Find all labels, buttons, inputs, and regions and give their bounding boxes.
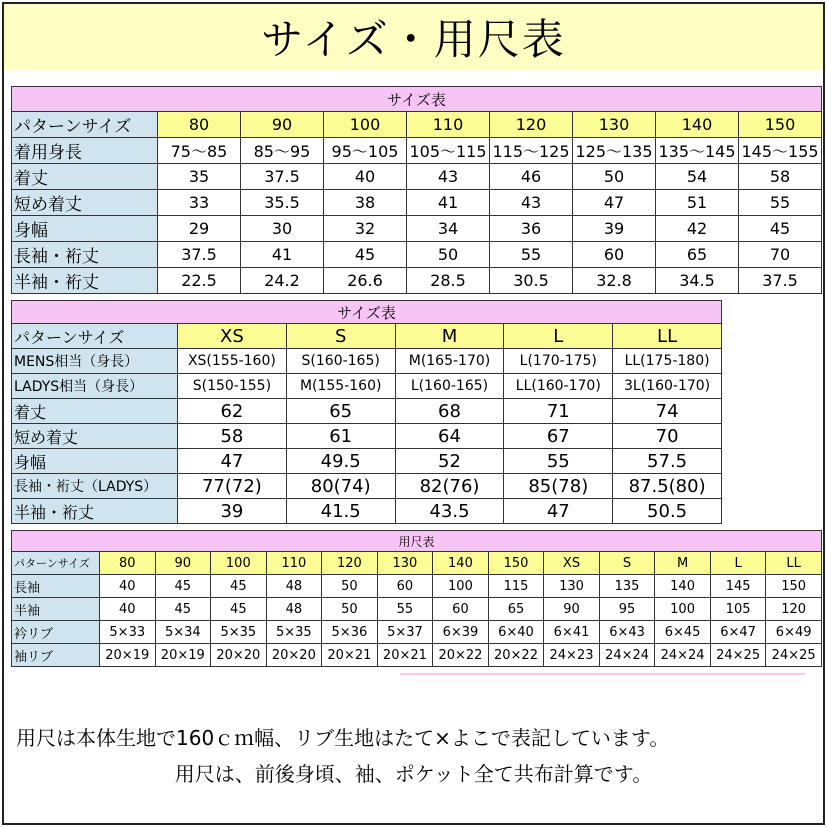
- size-table-kids: [11, 86, 822, 294]
- size-table-adult: [11, 300, 722, 524]
- table-cell: 77(72): [178, 474, 287, 499]
- table-cell: 60: [573, 242, 656, 268]
- table-cell: 125～135: [573, 138, 656, 164]
- table-cell: 24×24: [655, 644, 711, 667]
- table-cell: 64: [395, 424, 504, 449]
- table-row: [12, 575, 822, 598]
- row-label: 衿リブ: [12, 621, 100, 644]
- table-cell: 6×47: [710, 621, 766, 644]
- table-cell: 55: [504, 449, 613, 474]
- table-cell: 71: [504, 399, 613, 424]
- table-cell: 47: [504, 499, 613, 524]
- header-row: [12, 324, 722, 349]
- size-cell: 130: [573, 112, 656, 138]
- row-label: 長袖・裄丈: [12, 242, 158, 268]
- table-cell: 24×24: [599, 644, 655, 667]
- table-cell: 57.5: [613, 449, 722, 474]
- table-row: [12, 621, 822, 644]
- row-label: 着用身長: [12, 138, 158, 164]
- table-cell: 6×43: [599, 621, 655, 644]
- table-cell: 100: [655, 598, 711, 621]
- table-row: [12, 424, 722, 449]
- table-row: [12, 190, 822, 216]
- size-cell: XS: [544, 552, 600, 575]
- table-cell: 34: [407, 216, 490, 242]
- size-cell: 80: [100, 552, 156, 575]
- row-label: 袖リブ: [12, 644, 100, 667]
- table-cell: 37.5: [158, 242, 241, 268]
- table-cell: 40: [100, 598, 156, 621]
- table-cell: 75～85: [158, 138, 241, 164]
- fabric-table: [11, 530, 822, 667]
- table-cell: 52: [395, 449, 504, 474]
- note-line-1: 用尺は本体生地で160ｃｍ幅、リブ生地はたて×よこで表記しています。: [16, 726, 670, 750]
- table-cell: 20×19: [155, 644, 211, 667]
- table-cell: 30.5: [490, 268, 573, 294]
- table-cell: 20×22: [433, 644, 489, 667]
- table-cell: 115～125: [490, 138, 573, 164]
- row-label: MENS相当（身長）: [12, 349, 178, 374]
- table-cell: L(160-165): [395, 374, 504, 399]
- size-cell: 80: [158, 112, 241, 138]
- table-cell: 50: [322, 575, 378, 598]
- table-cell: 67: [504, 424, 613, 449]
- table-cell: 61: [286, 424, 395, 449]
- table-cell: 95～105: [324, 138, 407, 164]
- table-cell: L(170-175): [504, 349, 613, 374]
- table-cell: 90: [544, 598, 600, 621]
- table-cell: 48: [266, 575, 322, 598]
- row-label: 身幅: [12, 449, 178, 474]
- table-cell: 54: [656, 164, 739, 190]
- table-cell: 100: [433, 575, 489, 598]
- table-caption: サイズ表: [12, 87, 822, 112]
- table-cell: 5×35: [266, 621, 322, 644]
- table-cell: 145～155: [739, 138, 822, 164]
- table-cell: 20×22: [488, 644, 544, 667]
- table-cell: 22.5: [158, 268, 241, 294]
- table-cell: 135: [599, 575, 655, 598]
- size-cell: L: [504, 324, 613, 349]
- table-row: [12, 644, 822, 667]
- size-cell: LL: [613, 324, 722, 349]
- table-cell: 45: [211, 575, 267, 598]
- table-cell: 24×23: [544, 644, 600, 667]
- size-cell: 130: [377, 552, 433, 575]
- table-cell: 5×33: [100, 621, 156, 644]
- table-cell: 5×37: [377, 621, 433, 644]
- table-cell: 20×21: [322, 644, 378, 667]
- table-cell: 26.6: [324, 268, 407, 294]
- table-row: [12, 399, 722, 424]
- table-cell: 105～115: [407, 138, 490, 164]
- table-row: [12, 349, 722, 374]
- table-cell: 55: [739, 190, 822, 216]
- table-cell: 50: [322, 598, 378, 621]
- row-label: 長袖: [12, 575, 100, 598]
- row-label: 身幅: [12, 216, 158, 242]
- row-label: LADYS相当（身長）: [12, 374, 178, 399]
- table-cell: 46: [490, 164, 573, 190]
- table-cell: 34.5: [656, 268, 739, 294]
- table-row: [12, 598, 822, 621]
- table-cell: 87.5(80): [613, 474, 722, 499]
- size-cell: LL: [766, 552, 822, 575]
- table-cell: 120: [766, 598, 822, 621]
- size-cell: S: [286, 324, 395, 349]
- table-cell: 47: [573, 190, 656, 216]
- table-cell: 3L(160-170): [613, 374, 722, 399]
- table-cell: 32: [324, 216, 407, 242]
- row-label: 着丈: [12, 399, 178, 424]
- table-cell: 6×41: [544, 621, 600, 644]
- table-cell: 60: [377, 575, 433, 598]
- size-cell: 110: [266, 552, 322, 575]
- table-row: [12, 449, 722, 474]
- size-cell: 90: [241, 112, 324, 138]
- table-body: [12, 575, 822, 667]
- table-cell: 130: [544, 575, 600, 598]
- size-cell: 100: [211, 552, 267, 575]
- table-cell: 5×35: [211, 621, 267, 644]
- table-cell: 68: [395, 399, 504, 424]
- table-cell: 36: [490, 216, 573, 242]
- table-cell: 43: [407, 164, 490, 190]
- table-cell: 20×20: [266, 644, 322, 667]
- table-cell: 60: [433, 598, 489, 621]
- size-cell: XS: [178, 324, 287, 349]
- table-cell: 35: [158, 164, 241, 190]
- table-cell: 29: [158, 216, 241, 242]
- table-cell: 47: [178, 449, 287, 474]
- table-cell: 24.2: [241, 268, 324, 294]
- table-row: [12, 374, 722, 399]
- table-row: [12, 474, 722, 499]
- size-cell: M: [395, 324, 504, 349]
- table-cell: 24×25: [710, 644, 766, 667]
- table-cell: 45: [155, 598, 211, 621]
- table-cell: 45: [324, 242, 407, 268]
- table-cell: 65: [488, 598, 544, 621]
- size-cell: 140: [433, 552, 489, 575]
- table-cell: 20×21: [377, 644, 433, 667]
- table-cell: 95: [599, 598, 655, 621]
- table-cell: 58: [178, 424, 287, 449]
- table-caption: 用尺表: [12, 531, 822, 552]
- table-cell: 62: [178, 399, 287, 424]
- table-cell: 28.5: [407, 268, 490, 294]
- table-cell: 140: [655, 575, 711, 598]
- table-cell: M(165-170): [395, 349, 504, 374]
- table-cell: 49.5: [286, 449, 395, 474]
- size-cell: 120: [490, 112, 573, 138]
- table-body: [12, 138, 822, 294]
- table-cell: M(155-160): [286, 374, 395, 399]
- header-label: パターンサイズ: [12, 324, 178, 349]
- size-cell: L: [710, 552, 766, 575]
- size-cell: S: [599, 552, 655, 575]
- table-row: [12, 499, 722, 524]
- table-cell: 6×49: [766, 621, 822, 644]
- table-cell: 50.5: [613, 499, 722, 524]
- table-cell: 85～95: [241, 138, 324, 164]
- row-label: 半袖・裄丈: [12, 268, 158, 294]
- row-label: 短め着丈: [12, 424, 178, 449]
- table-cell: 145: [710, 575, 766, 598]
- table-cell: 41.5: [286, 499, 395, 524]
- table-cell: S(150-155): [178, 374, 287, 399]
- table-cell: 20×20: [211, 644, 267, 667]
- table-cell: 41: [407, 190, 490, 216]
- table-cell: 39: [178, 499, 287, 524]
- size-cell: 90: [155, 552, 211, 575]
- table-cell: 55: [377, 598, 433, 621]
- table-cell: 43.5: [395, 499, 504, 524]
- table-cell: XS(155-160): [178, 349, 287, 374]
- note-line-2: 用尺は、前後身頃、袖、ポケット全て共布計算です。: [174, 762, 653, 786]
- table-cell: 30: [241, 216, 324, 242]
- header-row: [12, 552, 822, 575]
- size-cell: 150: [488, 552, 544, 575]
- table-cell: 37.5: [241, 164, 324, 190]
- table-cell: 40: [324, 164, 407, 190]
- header-row: [12, 112, 822, 138]
- table-caption: サイズ表: [12, 301, 722, 324]
- divider-line: [400, 673, 805, 675]
- table-cell: 82(76): [395, 474, 504, 499]
- header-label: パターンサイズ: [12, 552, 100, 575]
- table-row: [12, 164, 822, 190]
- table-cell: 37.5: [739, 268, 822, 294]
- table-row: [12, 242, 822, 268]
- size-cell: 120: [322, 552, 378, 575]
- table-row: [12, 216, 822, 242]
- row-label: 着丈: [12, 164, 158, 190]
- table-cell: 43: [490, 190, 573, 216]
- table-cell: 70: [739, 242, 822, 268]
- page-title: サイズ・用尺表: [4, 4, 823, 70]
- table-cell: 5×34: [155, 621, 211, 644]
- row-label: 長袖・裄丈（LADYS）: [12, 474, 178, 499]
- table-row: [12, 268, 822, 294]
- row-label: 短め着丈: [12, 190, 158, 216]
- table-cell: 20×19: [100, 644, 156, 667]
- table-cell: 40: [100, 575, 156, 598]
- table-cell: 24×25: [766, 644, 822, 667]
- table-cell: 150: [766, 575, 822, 598]
- table-cell: 41: [241, 242, 324, 268]
- table-cell: 50: [407, 242, 490, 268]
- table-cell: 51: [656, 190, 739, 216]
- table-cell: 115: [488, 575, 544, 598]
- table-cell: 6×40: [488, 621, 544, 644]
- table-cell: 42: [656, 216, 739, 242]
- size-cell: 100: [324, 112, 407, 138]
- table-cell: 50: [573, 164, 656, 190]
- table-cell: 65: [286, 399, 395, 424]
- table-row: [12, 138, 822, 164]
- table-cell: S(160-165): [286, 349, 395, 374]
- table-cell: 39: [573, 216, 656, 242]
- table-cell: LL(175-180): [613, 349, 722, 374]
- size-cell: 140: [656, 112, 739, 138]
- table-cell: 32.8: [573, 268, 656, 294]
- table-body: [12, 349, 722, 524]
- size-cell: 150: [739, 112, 822, 138]
- table-cell: LL(160-170): [504, 374, 613, 399]
- table-cell: 6×39: [433, 621, 489, 644]
- table-cell: 74: [613, 399, 722, 424]
- table-cell: 48: [266, 598, 322, 621]
- table-cell: 135～145: [656, 138, 739, 164]
- table-cell: 85(78): [504, 474, 613, 499]
- table-cell: 45: [211, 598, 267, 621]
- row-label: 半袖: [12, 598, 100, 621]
- size-cell: M: [655, 552, 711, 575]
- table-cell: 80(74): [286, 474, 395, 499]
- table-cell: 5×36: [322, 621, 378, 644]
- table-cell: 33: [158, 190, 241, 216]
- table-cell: 65: [656, 242, 739, 268]
- header-label: パターンサイズ: [12, 112, 158, 138]
- table-cell: 70: [613, 424, 722, 449]
- table-cell: 105: [710, 598, 766, 621]
- table-cell: 35.5: [241, 190, 324, 216]
- size-cell: 110: [407, 112, 490, 138]
- table-cell: 6×45: [655, 621, 711, 644]
- table-cell: 38: [324, 190, 407, 216]
- table-cell: 58: [739, 164, 822, 190]
- table-cell: 45: [739, 216, 822, 242]
- table-cell: 45: [155, 575, 211, 598]
- row-label: 半袖・裄丈: [12, 499, 178, 524]
- table-cell: 55: [490, 242, 573, 268]
